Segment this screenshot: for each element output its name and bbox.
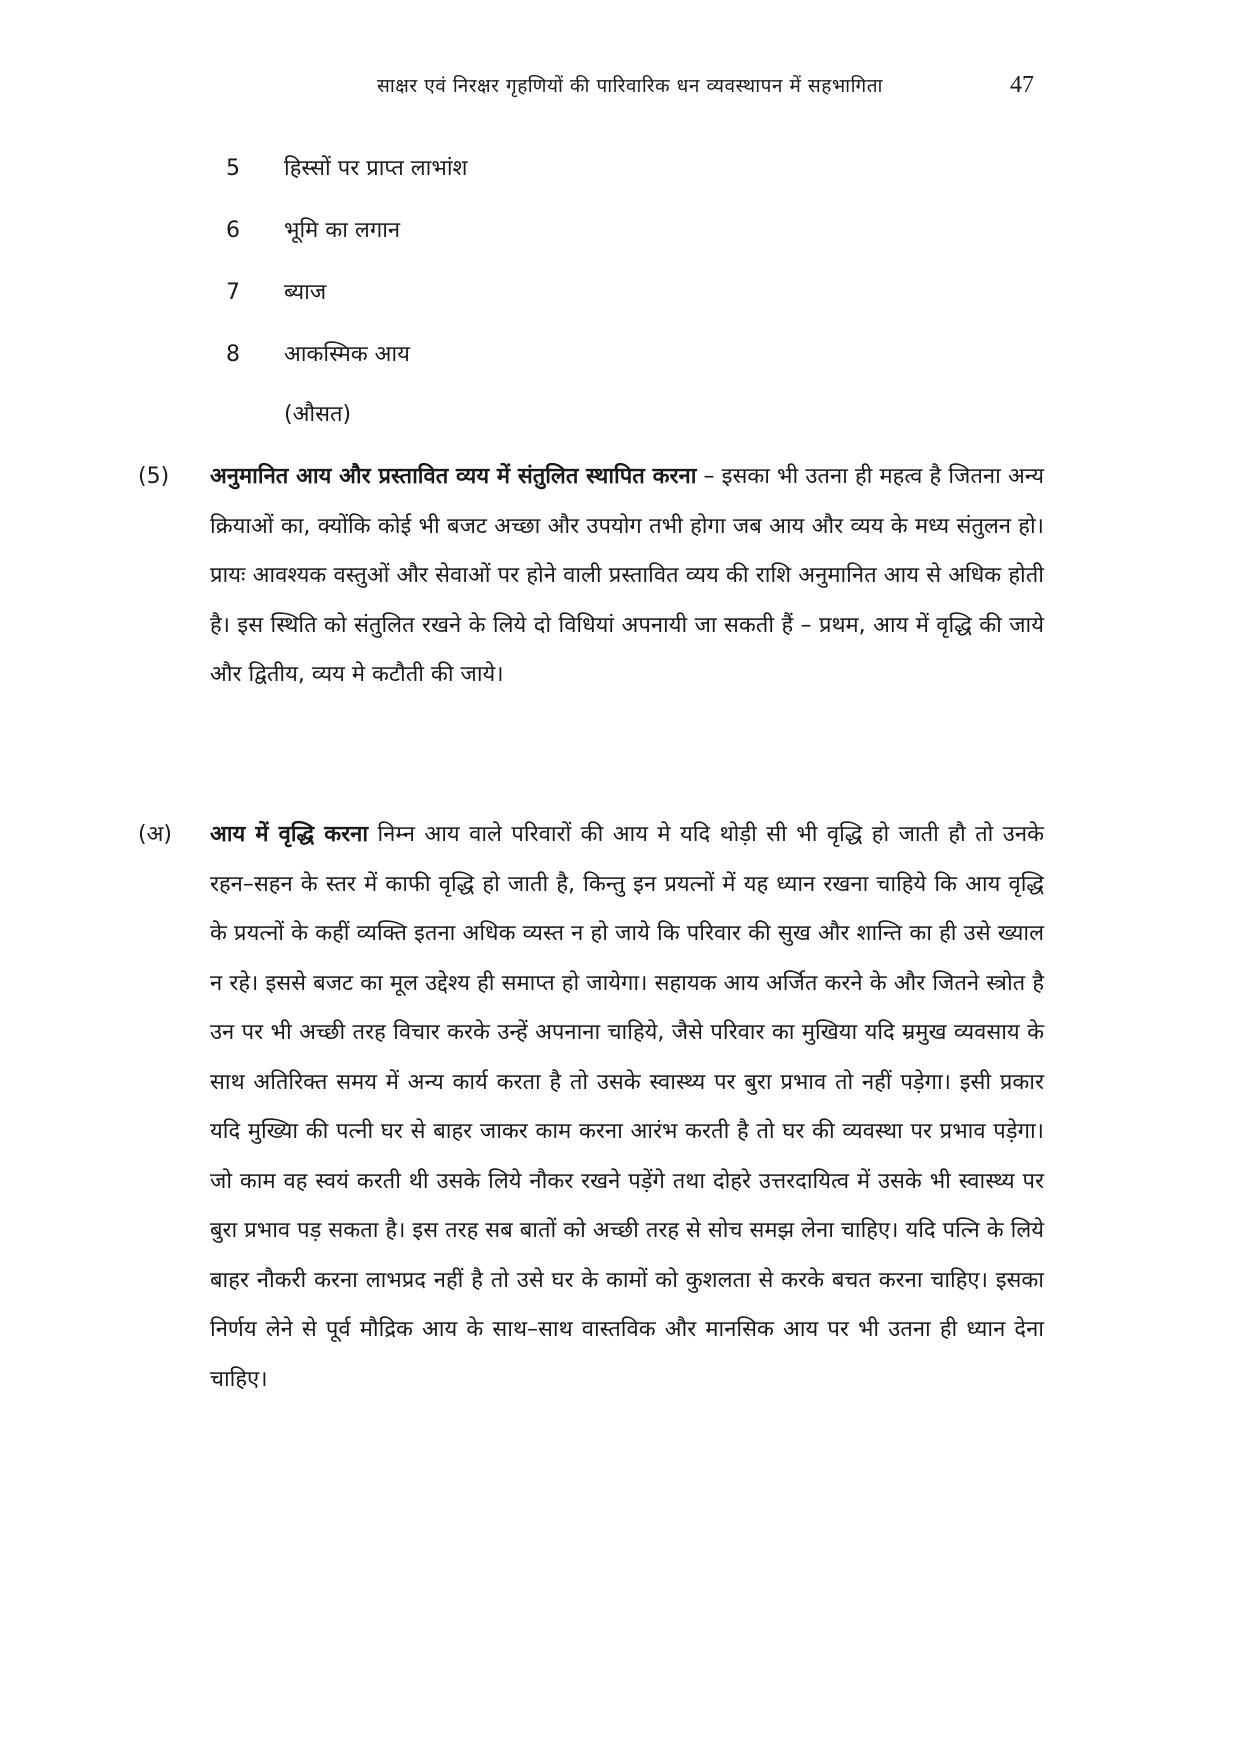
running-header: साक्षर एवं निरक्षर गृहणियों की पारिवारिक धन व्यवस्थापन में सहभागिता [377,75,883,97]
list-item-number: 7 [226,280,240,305]
list-item-label: आकस्मिक आय [284,342,410,367]
section-text: निम्न आय वाले परिवारों की आय मे यदि थोड़ी सी भी वृद्धि हो जाती हौ तो उनके रहन–सहन के स्तर में काफी वृद्धि हो जाती है, किन्तु इन प्रयत्नों में यह ध्यान रखना चाहिये कि आय वृद्धि के प्रयत्नों के कहीं व्यक्ति इतना अधिक व्यस्त न हो जाये कि परिवार की सुख और शान्ति का ही उसे ख्याल न रहे। इससे बजट का मूल उद्देश्य ही समाप्त हो जायेगा। सहायक आय अर्जित करने के और जितने स्त्रोत है उन पर भी अच्छी तरह विचार करके उन्हें अपनाना चाहिये, जैसे परिवार का मुखिया यदि म्रमुख व्यवसाय के साथ अतिरिक्त समय में अन्य कार्य करता है तो उसके स्वास्थ्य पर बुरा प्रभाव तो नहीं पड़ेगा। इसी प्रकार यदि मुख्यिा की पत्नी घर से बाहर जाकर काम करना आरंभ करती है तो घर की व्यवस्था पर प्रभाव पड़ेगा। जो काम वह स्वयं करती थी उसके लिये नौकर रखने पड़ेंगे तथा दोहरे उत्तरदायित्व में उसके भी स्वास्थ्य पर बुरा प्रभाव पड़ सकता है। इस तरह सब बातों को अच्छी तरह से सोच समझ लेना चाहिए। यदि पत्नि के लिये बाहर नौकरी करना लाभप्रद नहीं है तो उसे घर के कामों को कुशलता से करके बचत करना चाहिए। इसका निर्णय लेने से पूर्व मौद्रिक आय के साथ–साथ वास्तविक और मानसिक आय पर भी उतना ही ध्यान देना चाहिए। [210,822,1045,1392]
list-item-label: भूमि का लगान [284,218,401,243]
section-heading: आय में वृद्धि करना [210,822,369,847]
section-text: – इसका भी उतना ही महत्व है जितना अन्य क्रियाओं का, क्योंकि कोई भी बजट अच्छा और उपयोग तभी होगा जब आय और व्यय के मध्य संतुलन हो। प्रायः आवश्यक वस्तुओं और सेवाओं पर होने वाली प्रस्तावित व्यय की राशि अनुमानित आय से अधिक होती है। इस स्थिति को संतुलित रखने के लिये दो विधियां अपनायी जा सकती हैं – प्रथम, आय में वृद्धि की जाये और द्वितीय, व्यय मे कटौती की जाये। [210,464,1044,687]
section-marker: (अ) [138,822,172,847]
section-marker: (5) [138,464,170,489]
page-number: 47 [1010,72,1034,98]
list-item-number: 6 [226,218,240,243]
section-5-body [138,452,1044,700]
income-list-item [226,152,467,182]
income-list-note: (औसत) [284,402,352,427]
section-a-paragraph [138,810,1045,1404]
list-item-number: 8 [226,342,240,367]
income-list-item [226,338,410,368]
income-list-item [226,214,400,244]
section-a-body [138,810,1045,1404]
list-item-label: हिस्सों पर प्राप्त लाभांश [284,156,468,181]
income-list-item [226,276,326,306]
section-heading: अनुमानित आय और प्रस्तावित व्यय में संतुलित स्थापित करना [210,464,697,489]
list-item-number: 5 [226,156,240,181]
list-item-label: ब्याज [284,280,327,305]
section-5-paragraph [138,452,1044,700]
